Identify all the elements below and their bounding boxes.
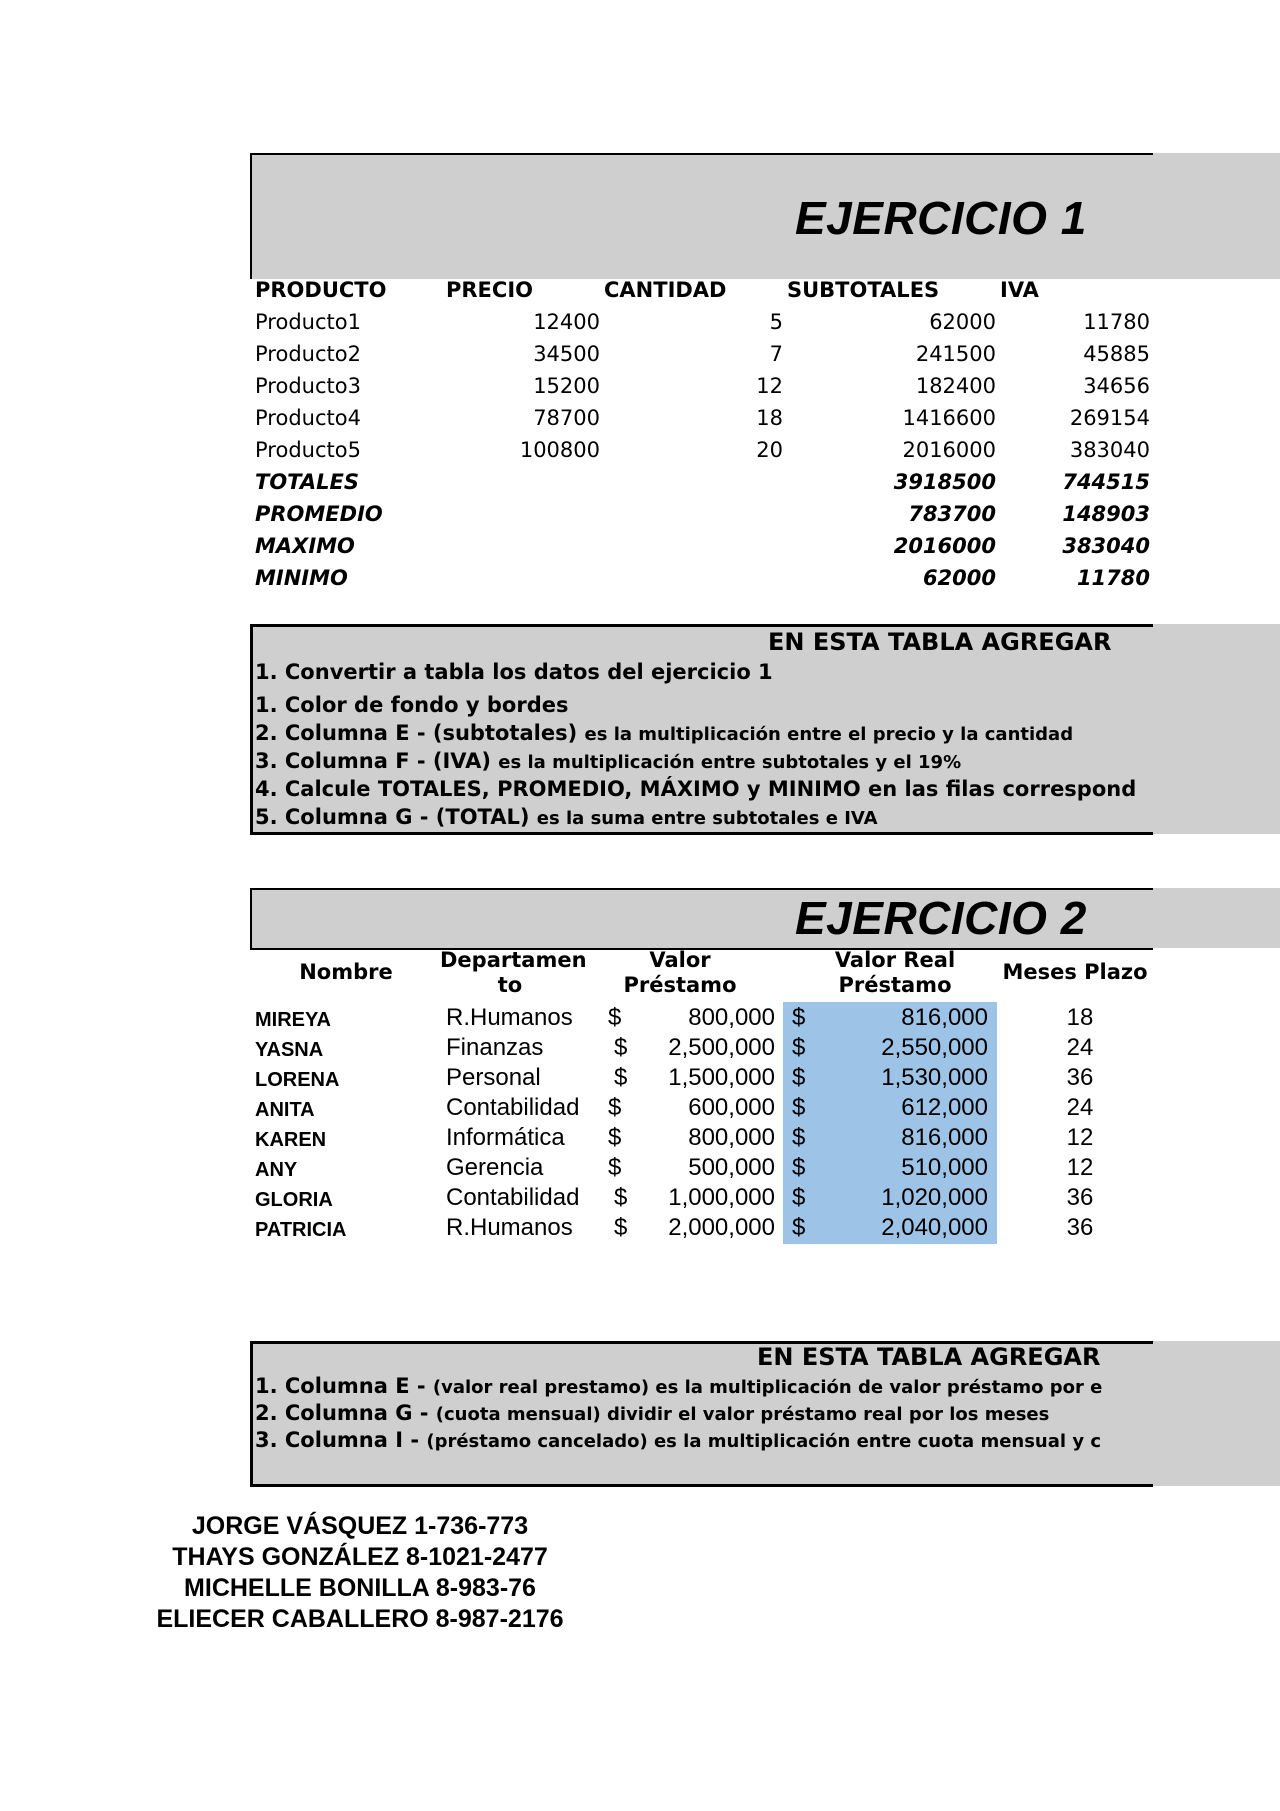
cell-producto: Producto4: [255, 406, 361, 430]
cell-departamento: Personal: [446, 1064, 541, 1091]
cell-nombre: YASNA: [255, 1039, 324, 1061]
ejercicio2-band-extension: [1153, 888, 1280, 948]
instruction-line: [255, 1401, 1049, 1425]
cell-valor-real: 816,000: [901, 1124, 988, 1151]
currency-symbol: $: [614, 1064, 628, 1091]
currency-symbol: $: [614, 1184, 628, 1211]
cell-subtotal: 241500: [915, 342, 996, 366]
ejercicio1-table: [250, 274, 1153, 604]
ejercicio1-header: [250, 153, 1153, 279]
cell-departamento: Contabilidad: [446, 1094, 580, 1121]
cell-subtotal: 182400: [915, 374, 996, 398]
cell-meses: 12: [1066, 1124, 1094, 1151]
instruction-detail: (cuota mensual) dividir el valor préstamo real por los meses: [435, 1404, 1050, 1425]
instructions1-band-extension: [1153, 624, 1280, 834]
col-header-meses: Meses Plazo: [1002, 960, 1148, 984]
cell-departamento: Informática: [446, 1124, 565, 1151]
ejercicio2-title: EJERCICIO 2: [795, 892, 1087, 944]
instruction-text: 1. Columna E -: [255, 1374, 433, 1398]
cell-precio: 100800: [519, 438, 600, 462]
currency-symbol: $: [608, 1094, 622, 1121]
instruction-line: [255, 721, 1073, 745]
instruction-line: [255, 660, 773, 684]
cell-cantidad: 5: [769, 310, 783, 334]
instruction-detail: es la multiplicación entre subtotales y el 19%: [498, 752, 962, 773]
cell-producto: Producto3: [255, 374, 361, 398]
cell-cantidad: 7: [769, 342, 783, 366]
instruction-line: [255, 749, 961, 773]
cell-subtotal: 2016000: [902, 438, 996, 462]
cell-valor-real: 612,000: [901, 1094, 988, 1121]
instruction-line: [255, 805, 878, 829]
cell-departamento: Gerencia: [446, 1154, 544, 1181]
currency-symbol: $: [792, 1184, 806, 1211]
currency-symbol: $: [792, 1214, 806, 1241]
cell-valor: 500,000: [688, 1154, 775, 1181]
summary-label: PROMEDIO: [255, 502, 383, 526]
currency-symbol: $: [792, 1034, 806, 1061]
instruction-text: 1. Convertir a tabla los datos del ejercicio 1: [255, 660, 773, 684]
instruction-detail: es la multiplicación entre el precio y la cantidad: [584, 724, 1074, 745]
instruction-text: 5. Columna G - (TOTAL): [255, 805, 537, 829]
cell-meses: 18: [1066, 1004, 1094, 1031]
instruction-text: 2. Columna E - (subtotales): [255, 721, 585, 745]
currency-symbol: $: [614, 1214, 628, 1241]
cell-valor: 1,000,000: [668, 1184, 775, 1211]
summary-label: TOTALES: [255, 470, 359, 494]
cell-precio: 15200: [533, 374, 600, 398]
summary-label: MINIMO: [255, 566, 348, 590]
cell-iva: 269154: [1069, 406, 1150, 430]
currency-symbol: $: [608, 1004, 622, 1031]
summary-label: MAXIMO: [255, 534, 355, 558]
summary-iva: 148903: [1062, 502, 1150, 526]
cell-precio: 78700: [533, 406, 600, 430]
currency-symbol: $: [608, 1154, 622, 1181]
currency-symbol: $: [614, 1034, 628, 1061]
cell-producto: Producto2: [255, 342, 361, 366]
cell-valor: 2,000,000: [668, 1214, 775, 1241]
cell-meses: 24: [1066, 1094, 1094, 1121]
cell-cantidad: 20: [756, 438, 783, 462]
instructions2-box: [250, 1341, 1153, 1487]
instruction-line: [255, 777, 1136, 801]
cell-valor-real: 1,530,000: [881, 1064, 988, 1091]
instruction-text: 4. Calcule TOTALES, PROMEDIO, MÁXIMO y MINIMO en las filas correspond: [255, 777, 1137, 801]
col-header-subtotales: SUBTOTALES: [787, 278, 940, 302]
summary-subtotal: 783700: [908, 502, 996, 526]
cell-precio: 34500: [533, 342, 600, 366]
col-header-valor-real: Valor Real Préstamo: [834, 948, 956, 997]
cell-valor: 800,000: [688, 1004, 775, 1031]
header-band-extension: [1153, 153, 1280, 279]
credit-line: JORGE VÁSQUEZ 1-736-773: [191, 1512, 529, 1540]
cell-meses: 12: [1066, 1154, 1094, 1181]
cell-subtotal: 62000: [929, 310, 996, 334]
col-header-departamento: Departamen to: [440, 948, 587, 997]
instruction-line: [255, 693, 569, 717]
cell-producto: Producto5: [255, 438, 361, 462]
instruction-text: 3. Columna F - (IVA): [255, 749, 499, 773]
currency-symbol: $: [792, 1124, 806, 1151]
instruction-detail: es la suma entre subtotales e IVA: [536, 808, 878, 829]
cell-meses: 36: [1066, 1064, 1094, 1091]
cell-precio: 12400: [533, 310, 600, 334]
currency-symbol: $: [608, 1124, 622, 1151]
instructions1-title: EN ESTA TABLA AGREGAR: [768, 628, 1112, 656]
cell-valor: 2,500,000: [668, 1034, 775, 1061]
cell-nombre: GLORIA: [255, 1189, 333, 1211]
credit-line: THAYS GONZÁLEZ 8-1021-2477: [172, 1543, 548, 1571]
instructions2-title: EN ESTA TABLA AGREGAR: [757, 1343, 1101, 1371]
cell-meses: 36: [1066, 1214, 1094, 1241]
cell-cantidad: 12: [756, 374, 783, 398]
instruction-line: [255, 1374, 1102, 1398]
summary-iva: 383040: [1062, 534, 1150, 558]
cell-nombre: KAREN: [255, 1129, 327, 1151]
col-header-iva: IVA: [1000, 278, 1039, 302]
cell-valor-real: 1,020,000: [881, 1184, 988, 1211]
cell-valor-real: 2,040,000: [881, 1214, 988, 1241]
cell-valor: 600,000: [688, 1094, 775, 1121]
cell-iva: 34656: [1083, 374, 1150, 398]
cell-departamento: R.Humanos: [446, 1214, 573, 1241]
cell-nombre: MIREYA: [255, 1009, 331, 1031]
cell-nombre: PATRICIA: [255, 1219, 347, 1241]
currency-symbol: $: [792, 1154, 806, 1181]
ejercicio2-table: [250, 948, 1153, 1248]
cell-valor-real: 510,000: [901, 1154, 988, 1181]
col-header-cantidad: CANTIDAD: [604, 278, 727, 302]
cell-departamento: R.Humanos: [446, 1004, 573, 1031]
summary-subtotal: 3918500: [893, 470, 996, 494]
cell-subtotal: 1416600: [902, 406, 996, 430]
cell-valor: 1,500,000: [668, 1064, 775, 1091]
cell-valor-real: 816,000: [901, 1004, 988, 1031]
summary-iva: 744515: [1062, 470, 1150, 494]
cell-meses: 36: [1066, 1184, 1094, 1211]
col-header-producto: PRODUCTO: [255, 278, 387, 302]
col-header-nombre: Nombre: [299, 960, 393, 984]
summary-iva: 11780: [1076, 566, 1150, 590]
instructions1-box: [250, 624, 1153, 835]
cell-valor: 800,000: [688, 1124, 775, 1151]
cell-iva: 11780: [1083, 310, 1150, 334]
cell-producto: Producto1: [255, 310, 361, 334]
cell-meses: 24: [1066, 1034, 1094, 1061]
credit-line: MICHELLE BONILLA 8-983-76: [184, 1574, 536, 1602]
instruction-text: 2. Columna G -: [255, 1401, 436, 1425]
cell-cantidad: 18: [756, 406, 783, 430]
instruction-detail: (préstamo cancelado) es la multiplicación entre cuota mensual y c: [426, 1431, 1101, 1452]
credit-line: ELIECER CABALLERO 8-987-2176: [156, 1605, 564, 1633]
cell-iva: 45885: [1083, 342, 1150, 366]
currency-symbol: $: [792, 1094, 806, 1121]
instruction-line: [255, 1428, 1101, 1452]
ejercicio2-header: [250, 888, 1153, 950]
cell-departamento: Contabilidad: [446, 1184, 580, 1211]
cell-valor-real: 2,550,000: [881, 1034, 988, 1061]
cell-nombre: ANITA: [255, 1099, 315, 1121]
summary-subtotal: 2016000: [893, 534, 996, 558]
col-header-valor: Valor Préstamo: [623, 948, 737, 997]
instruction-text: 1. Color de fondo y bordes: [255, 693, 569, 717]
cell-nombre: LORENA: [255, 1069, 340, 1091]
cell-nombre: ANY: [255, 1159, 298, 1181]
summary-subtotal: 62000: [922, 566, 996, 590]
cell-iva: 383040: [1069, 438, 1150, 462]
currency-symbol: $: [792, 1004, 806, 1031]
instruction-text: 3. Columna I -: [255, 1428, 427, 1452]
currency-symbol: $: [792, 1064, 806, 1091]
col-header-precio: PRECIO: [446, 278, 533, 302]
cell-departamento: Finanzas: [446, 1034, 544, 1061]
instructions2-band-extension: [1153, 1341, 1280, 1486]
instruction-detail: (valor real prestamo) es la multiplicación de valor préstamo por e: [432, 1377, 1103, 1398]
ejercicio1-title: EJERCICIO 1: [795, 192, 1087, 244]
